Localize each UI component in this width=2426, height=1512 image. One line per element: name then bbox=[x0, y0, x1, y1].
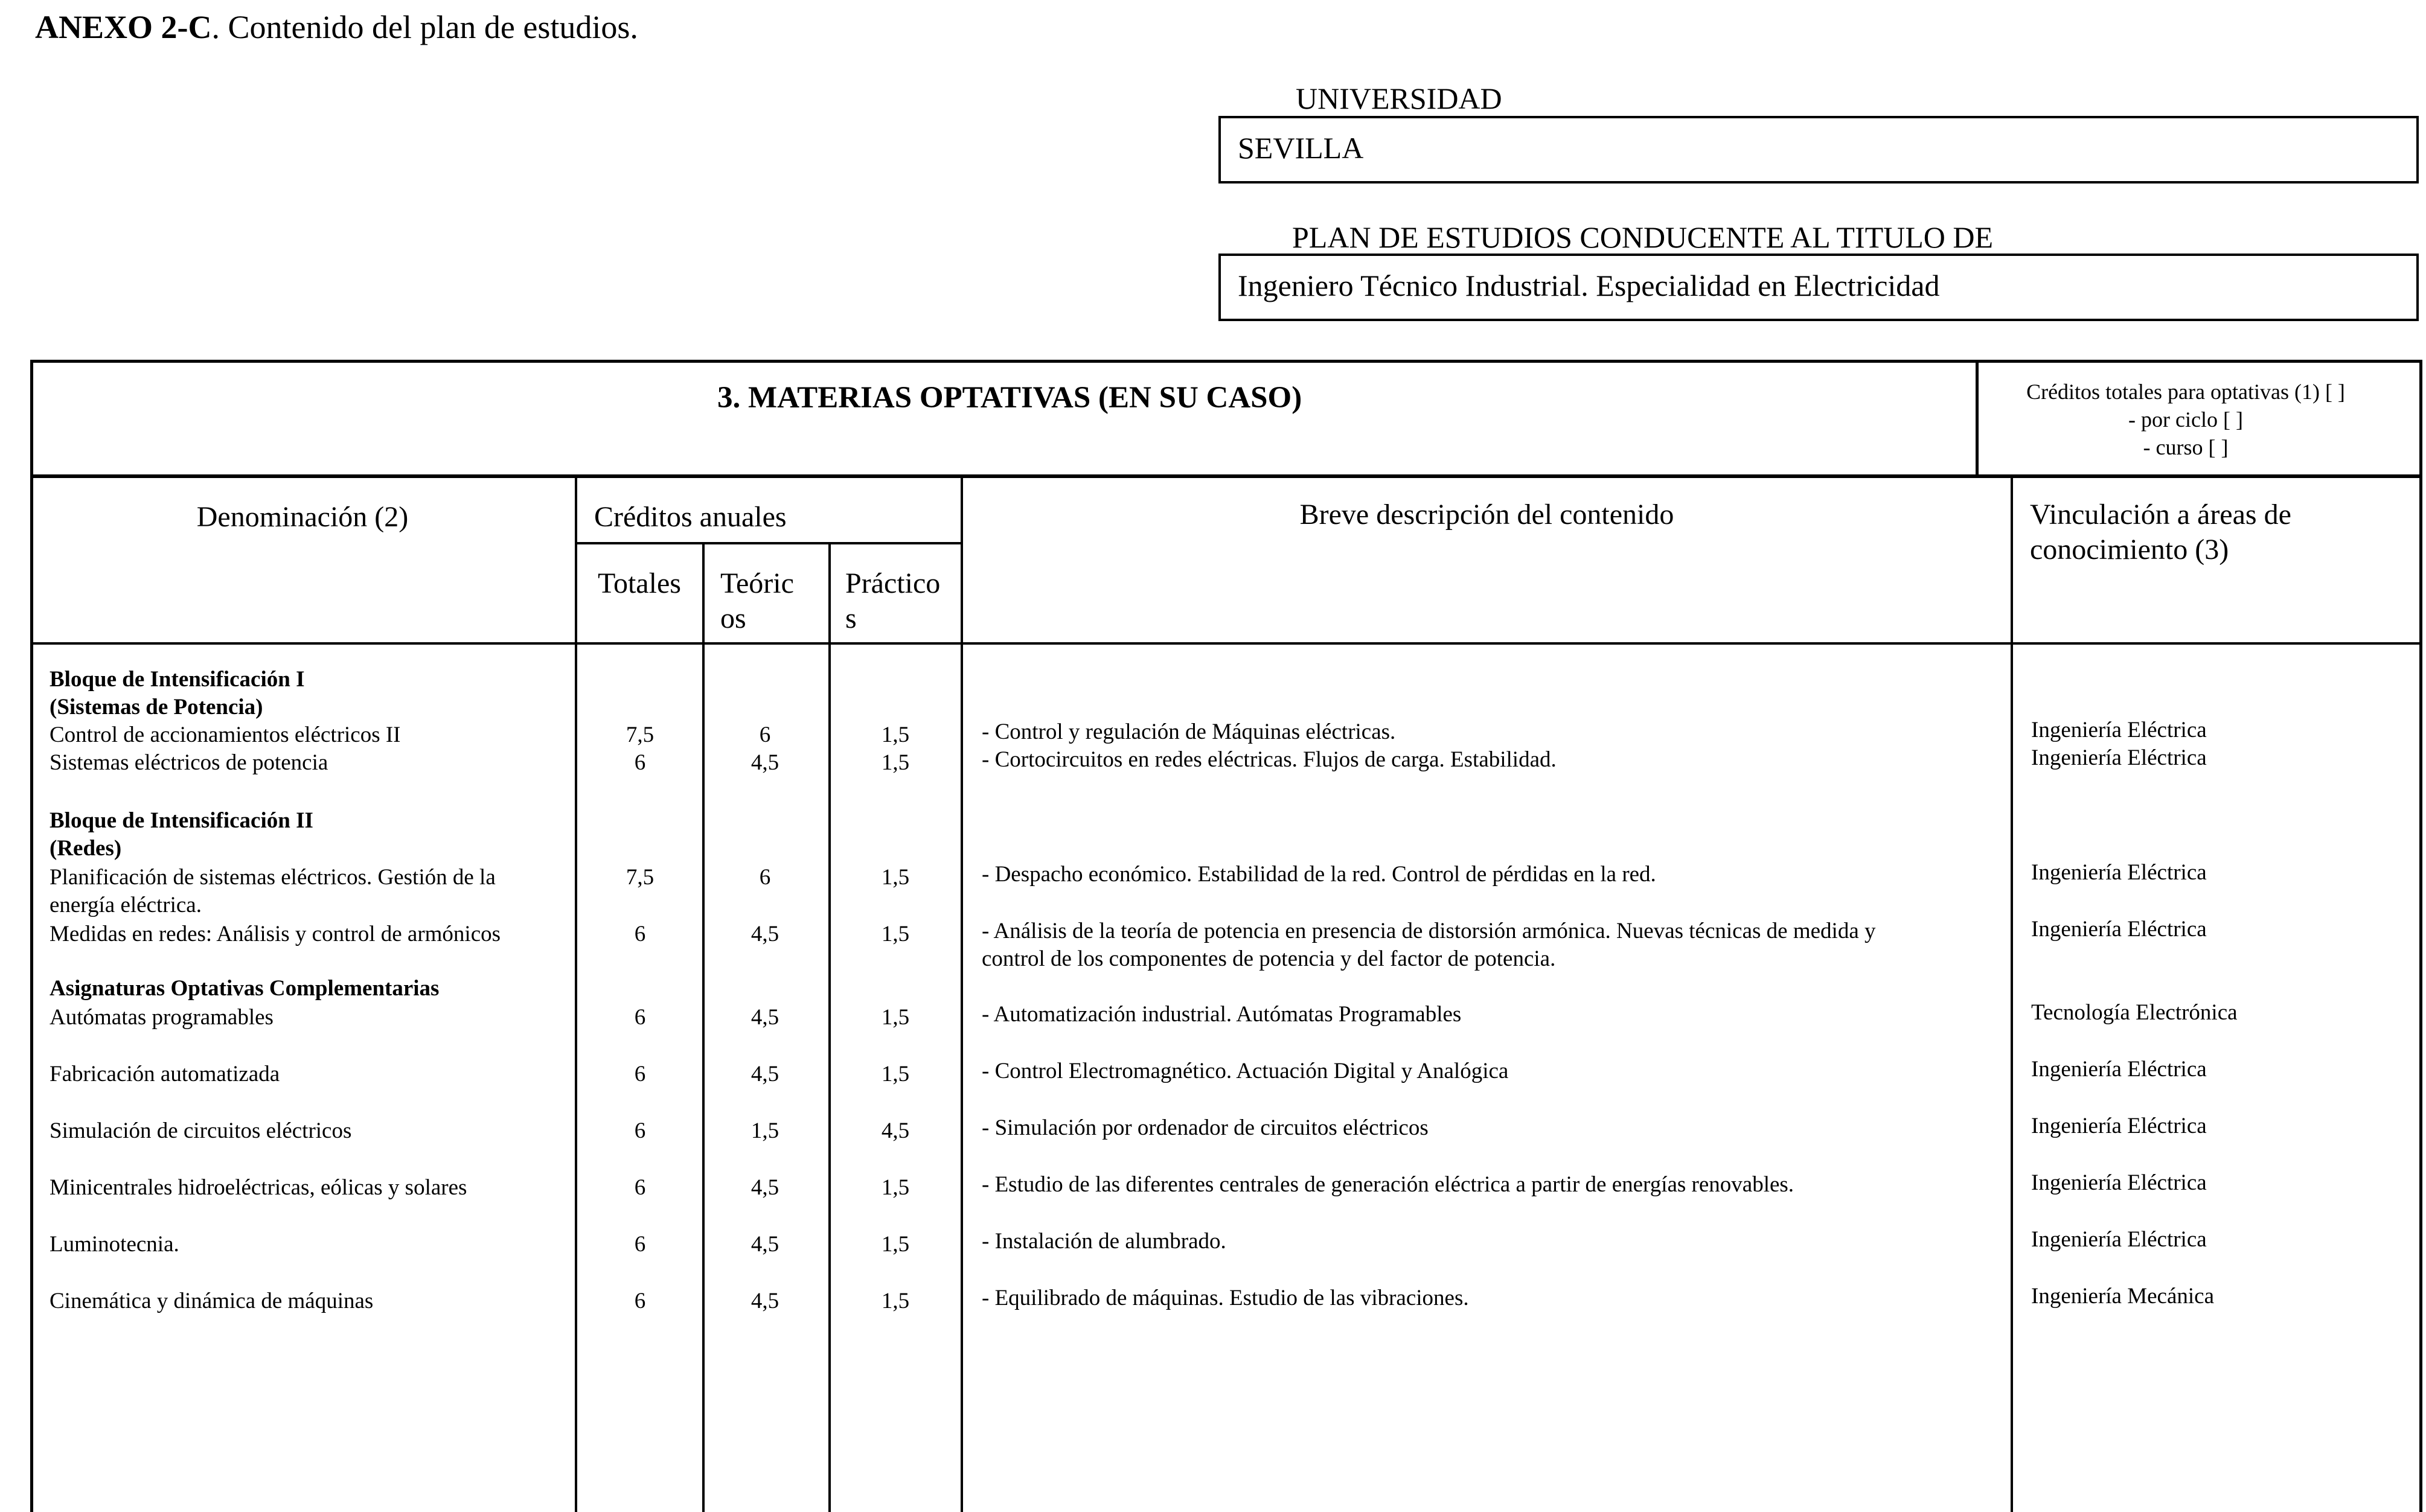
subject-name: Luminotecnia. bbox=[50, 1232, 179, 1257]
credits-ciclo-line: - por ciclo [ ] bbox=[2128, 407, 2243, 432]
col-vinculacion-line2: conocimiento (3) bbox=[2030, 534, 2229, 566]
document-title bbox=[35, 8, 638, 46]
credits-teoricos: 4,5 bbox=[751, 1005, 779, 1030]
knowledge-area: Tecnología Electrónica bbox=[2031, 1000, 2238, 1025]
subject-description: - Control Electromagnético. Actuación Digital y Analógica bbox=[982, 1059, 1509, 1083]
credits-subheader-rule bbox=[575, 542, 963, 544]
credits-teoricos: 4,5 bbox=[751, 750, 779, 775]
plan-label: PLAN DE ESTUDIOS CONDUCENTE AL TITULO DE bbox=[1292, 220, 1994, 254]
subject-name: Simulación de circuitos eléctricos bbox=[50, 1118, 352, 1143]
subject-description: - Control y regulación de Máquinas eléctricas. bbox=[982, 719, 1396, 744]
section-title: 3. MATERIAS OPTATIVAS (EN SU CASO) bbox=[717, 381, 1302, 415]
knowledge-area: Ingeniería Eléctrica bbox=[2031, 1114, 2207, 1138]
block-subheading: (Redes) bbox=[50, 836, 122, 861]
subject-name: Control de accionamientos eléctricos II bbox=[50, 723, 401, 747]
credits-totales: 6 bbox=[634, 1005, 646, 1030]
subject-description-cont: control de los componentes de potencia y del factor de potencia. bbox=[982, 946, 1556, 971]
col-totales: Totales bbox=[598, 567, 681, 599]
subject-description: - Instalación de alumbrado. bbox=[982, 1229, 1226, 1254]
credits-totales: 6 bbox=[634, 922, 646, 946]
knowledge-area: Ingeniería Eléctrica bbox=[2031, 917, 2207, 942]
knowledge-area: Ingeniería Eléctrica bbox=[2031, 1170, 2207, 1195]
plan-value: Ingeniero Técnico Industrial. Especialidad en Electricidad bbox=[1238, 269, 1940, 302]
credits-practicos: 1,5 bbox=[881, 1232, 910, 1257]
col-descripcion: Breve descripción del contenido bbox=[1299, 499, 1674, 531]
col-practicos bbox=[845, 566, 940, 636]
knowledge-area: Ingeniería Eléctrica bbox=[2031, 745, 2207, 770]
credits-totales: 6 bbox=[634, 1118, 646, 1143]
credits-totales: 7,5 bbox=[626, 723, 655, 747]
subject-description: - Estudio de las diferentes centrales de generación eléctrica a partir de energías renovables. bbox=[982, 1172, 1794, 1197]
credits-practicos: 1,5 bbox=[881, 865, 910, 890]
credits-total-block bbox=[1986, 378, 2385, 461]
credits-totales: 7,5 bbox=[626, 865, 655, 890]
block-heading: Asignaturas Optativas Complementarias bbox=[50, 976, 440, 1001]
col-practicos-line1: Práctico bbox=[845, 567, 941, 599]
subject-name: Cinemática y dinámica de máquinas bbox=[50, 1289, 374, 1313]
col-teoricos-line2: os bbox=[720, 602, 746, 634]
university-value: SEVILLA bbox=[1238, 131, 1364, 165]
credits-practicos: 1,5 bbox=[881, 1289, 910, 1313]
section-credits-divider bbox=[1976, 360, 1979, 476]
subject-description: - Cortocircuitos en redes eléctricas. Flujos de carga. Estabilidad. bbox=[982, 747, 1557, 772]
block-heading: Bloque de Intensificación I bbox=[50, 667, 305, 692]
subject-description: - Automatización industrial. Autómatas Programables bbox=[982, 1002, 1462, 1027]
subject-description: - Análisis de la teoría de potencia en presencia de distorsión armónica. Nuevas técnicas de medida y bbox=[982, 919, 1876, 943]
credits-practicos: 1,5 bbox=[881, 750, 910, 775]
university-box bbox=[1218, 116, 2419, 183]
credits-teoricos: 4,5 bbox=[751, 922, 779, 946]
plan-box bbox=[1218, 254, 2419, 321]
credits-totales: 6 bbox=[634, 750, 646, 775]
subject-description: - Equilibrado de máquinas. Estudio de las vibraciones. bbox=[982, 1286, 1469, 1310]
credits-practicos: 4,5 bbox=[881, 1118, 910, 1143]
credits-curso-line: - curso [ ] bbox=[2143, 435, 2229, 459]
knowledge-area: Ingeniería Eléctrica bbox=[2031, 1227, 2207, 1252]
subject-description: - Simulación por ordenador de circuitos eléctricos bbox=[982, 1115, 1429, 1140]
col-divider-1 bbox=[575, 477, 577, 1512]
col-teoricos bbox=[720, 566, 794, 636]
credits-totales: 6 bbox=[634, 1062, 646, 1086]
credits-teoricos: 4,5 bbox=[751, 1062, 779, 1086]
col-divider-5 bbox=[2011, 477, 2013, 1512]
col-divider-2 bbox=[702, 543, 705, 1512]
subject-name: Sistemas eléctricos de potencia bbox=[50, 750, 328, 775]
credits-totales: 6 bbox=[634, 1232, 646, 1257]
credits-practicos: 1,5 bbox=[881, 1175, 910, 1200]
credits-teoricos: 4,5 bbox=[751, 1289, 779, 1313]
subject-description: - Despacho económico. Estabilidad de la red. Control de pérdidas en la red. bbox=[982, 862, 1656, 887]
credits-practicos: 1,5 bbox=[881, 723, 910, 747]
annex-title: . Contenido del plan de estudios. bbox=[211, 9, 638, 45]
section-divider bbox=[30, 474, 2422, 478]
col-vinculacion-line1: Vinculación a áreas de bbox=[2030, 499, 2291, 531]
knowledge-area: Ingeniería Eléctrica bbox=[2031, 860, 2207, 885]
col-practicos-line2: s bbox=[845, 602, 857, 634]
subject-name: Medidas en redes: Análisis y control de armónicos bbox=[50, 922, 501, 946]
credits-practicos: 1,5 bbox=[881, 1062, 910, 1086]
credits-practicos: 1,5 bbox=[881, 1005, 910, 1030]
col-divider-4 bbox=[961, 477, 963, 1512]
credits-teoricos: 1,5 bbox=[751, 1118, 779, 1143]
subject-name: Planificación de sistemas eléctricos. Gestión de la bbox=[50, 865, 496, 890]
subject-name: Autómatas programables bbox=[50, 1005, 274, 1030]
credits-teoricos: 6 bbox=[759, 723, 771, 747]
col-divider-3 bbox=[828, 543, 831, 1512]
knowledge-area: Ingeniería Eléctrica bbox=[2031, 718, 2207, 742]
col-teoricos-line1: Teóric bbox=[720, 567, 794, 599]
header-bottom-rule bbox=[30, 642, 2422, 645]
block-heading: Bloque de Intensificación II bbox=[50, 808, 313, 833]
subject-name: Minicentrales hidroeléctricas, eólicas y solares bbox=[50, 1175, 467, 1200]
block-subheading: (Sistemas de Potencia) bbox=[50, 695, 263, 719]
credits-totales: 6 bbox=[634, 1289, 646, 1313]
subject-name-cont: energía eléctrica. bbox=[50, 893, 202, 917]
credits-teoricos: 4,5 bbox=[751, 1232, 779, 1257]
col-denominacion: Denominación (2) bbox=[196, 501, 409, 533]
subject-name: Fabricación automatizada bbox=[50, 1062, 280, 1086]
annex-label: ANEXO 2-C bbox=[35, 9, 212, 45]
col-creditos-anuales: Créditos anuales bbox=[594, 501, 787, 533]
credits-teoricos: 4,5 bbox=[751, 1175, 779, 1200]
university-label: UNIVERSIDAD bbox=[1296, 81, 1502, 115]
knowledge-area: Ingeniería Eléctrica bbox=[2031, 1057, 2207, 1082]
credits-practicos: 1,5 bbox=[881, 922, 910, 946]
credits-total-line: Créditos totales para optativas (1) [ ] bbox=[2026, 380, 2345, 404]
col-vinculacion bbox=[2030, 497, 2291, 567]
credits-totales: 6 bbox=[634, 1175, 646, 1200]
knowledge-area: Ingeniería Mecánica bbox=[2031, 1284, 2215, 1309]
credits-teoricos: 6 bbox=[759, 865, 771, 890]
